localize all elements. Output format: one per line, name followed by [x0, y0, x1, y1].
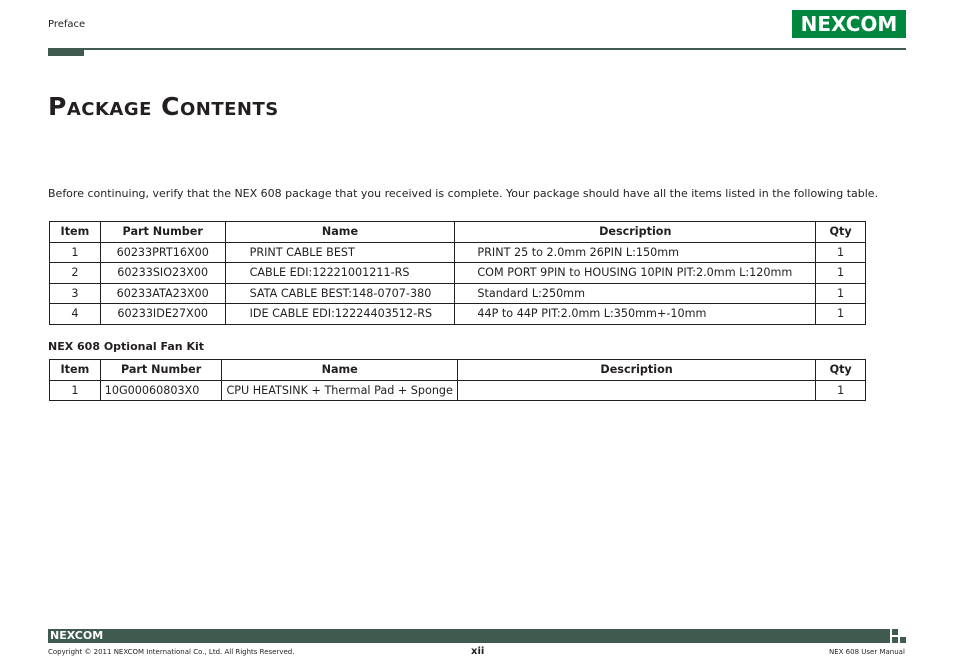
cell-qty: 1	[816, 263, 866, 284]
header-qty: Qty	[816, 222, 866, 243]
cell-part-number: 60233PRT16X00	[100, 242, 225, 263]
table-header-row	[50, 222, 866, 243]
table-row	[50, 380, 866, 401]
cell-qty: 1	[816, 242, 866, 263]
footer-copyright: Copyright © 2011 NEXCOM International Co., Ltd. All Rights Reserved.	[48, 648, 295, 656]
fan-kit-heading: NEX 608 Optional Fan Kit	[48, 340, 204, 353]
cell-name: IDE CABLE EDI:12224403512-RS	[225, 304, 455, 325]
cell-item: 3	[50, 283, 101, 304]
cell-description: COM PORT 9PIN to HOUSING 10PIN PIT:2.0mm L:120mm	[455, 263, 816, 284]
header-name: Name	[225, 222, 455, 243]
footer-page-number: xii	[471, 646, 485, 657]
header-item: Item	[50, 360, 101, 381]
footer-squares-icon	[892, 629, 906, 643]
footer-manual-name: NEX 608 User Manual	[829, 648, 905, 656]
cell-part-number: 10G00060803X0	[100, 380, 222, 401]
cell-item: 1	[50, 380, 101, 401]
cell-name: SATA CABLE BEST:148-0707-380	[225, 283, 455, 304]
table-row	[50, 263, 866, 284]
package-contents-table	[49, 221, 866, 325]
cell-item: 4	[50, 304, 101, 325]
header-qty: Qty	[816, 360, 866, 381]
nexcom-logo	[792, 10, 906, 38]
header-section-label: Preface	[48, 19, 86, 30]
cell-description: 44P to 44P PIT:2.0mm L:350mm+-10mm	[455, 304, 816, 325]
header-accent-block	[48, 48, 84, 56]
table-row	[50, 242, 866, 263]
header-item: Item	[50, 222, 101, 243]
cell-item: 2	[50, 263, 101, 284]
header-name: Name	[222, 360, 457, 381]
table-row	[50, 304, 866, 325]
header-part-number: Part Number	[100, 360, 222, 381]
footer-logo: NEXCOM	[50, 629, 104, 642]
cell-description: Standard L:250mm	[455, 283, 816, 304]
cell-name: CABLE EDI:12221001211-RS	[225, 263, 455, 284]
cell-qty: 1	[816, 304, 866, 325]
logo-text: NEXCOM	[800, 12, 898, 36]
header-description: Description	[457, 360, 815, 381]
cell-item: 1	[50, 242, 101, 263]
cell-part-number: 60233ATA23X00	[100, 283, 225, 304]
table-header-row	[50, 360, 866, 381]
cell-qty: 1	[816, 380, 866, 401]
header-rule	[48, 48, 906, 50]
cell-qty: 1	[816, 283, 866, 304]
footer-bar	[48, 629, 890, 643]
cell-description: PRINT 25 to 2.0mm 26PIN L:150mm	[455, 242, 816, 263]
intro-paragraph: Before continuing, verify that the NEX 608 package that you received is complete. Your package should have all the items listed in the following table.	[48, 187, 879, 200]
cell-part-number: 60233SIO23X00	[100, 263, 225, 284]
cell-name: CPU HEATSINK + Thermal Pad + Sponge	[222, 380, 457, 401]
header-description: Description	[455, 222, 816, 243]
cell-description	[457, 380, 815, 401]
page-title: Package Contents	[48, 92, 279, 121]
header-part-number: Part Number	[100, 222, 225, 243]
cell-name: PRINT CABLE BEST	[225, 242, 455, 263]
fan-kit-table	[49, 359, 866, 401]
table-row	[50, 283, 866, 304]
cell-part-number: 60233IDE27X00	[100, 304, 225, 325]
